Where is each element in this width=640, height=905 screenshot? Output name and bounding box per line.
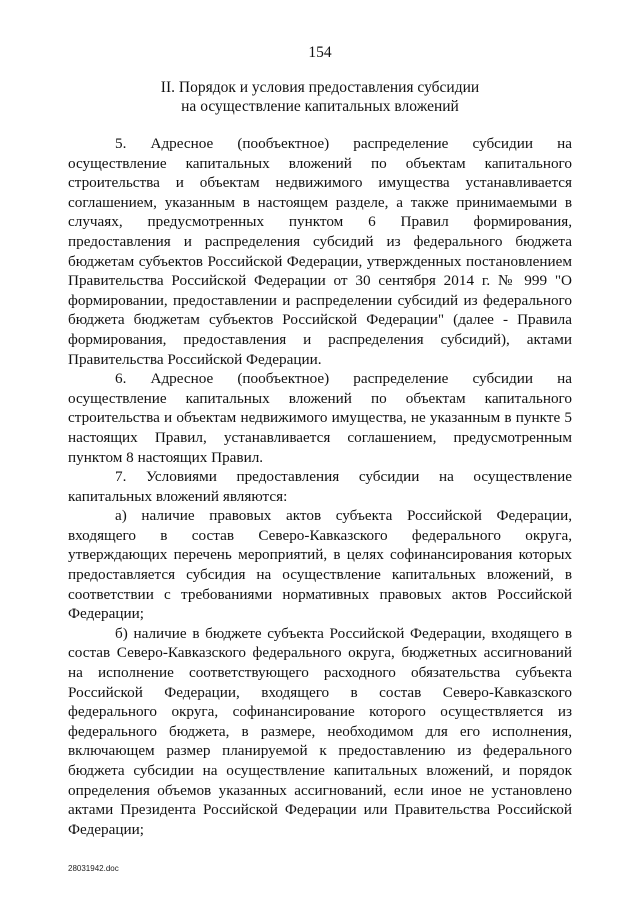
document-file-code: 28031942.doc: [68, 864, 119, 873]
section-title-line-2: на осуществление капитальных вложений: [181, 98, 459, 115]
paragraph-5: 5. Адресное (пообъектное) распределение субсидии на осуществление капитальных вложений по объектам капитального строительства и объектам недвижимого имущества устанавливается соглашением, указанным в настоящем разделе, а также принимаемыми в случаях, предусмотренных пунктом 6 Правил формирования, предоставления и распределения субсидий из федерального бюджета бюджетам субъектов Российской Федерации, утвержденных постановлением Правительства Российской Федерации от 30 сентября 2014 г. № 999 "О формировании, предоставлении и распределении субсидий из федерального бюджета бюджетам субъектов Российской Федерации" (далее - Правила формирования, предоставления и распределения субсидий), актами Правительства Российской Федерации.: [68, 135, 572, 368]
paragraph-6: 6. Адресное (пообъектное) распределение субсидии на осуществление капитальных вложений по объектам капитального строительства и объектам недвижимого имущества, не указанным в пункте 5 настоящих Правил, устанавливается соглашением, предусмотренным пунктом 8 настоящих Правил.: [68, 370, 572, 466]
section-title-line-1: II. Порядок и условия предоставления субсидии: [160, 79, 480, 96]
document-body: [68, 134, 572, 839]
section-title: [70, 78, 570, 116]
paragraph-7b: б) наличие в бюджете субъекта Российской Федерации, входящего в состав Северо-Кавказского федерального округа, бюджетных ассигнований на исполнение соответствующего расходного обязательства субъекта Российской Федерации, входящего в состав Северо-Кавказского федерального округа, софинансирование которого осуществляется из федерального бюджета, в размере, необходимом для его исполнения, включающем размер планируемой к предоставлению из федерального бюджета субсидии на осуществление капитальных вложений, и порядок определения объемов указанных ассигнований, если иное не установлено актами Президента Российской Федерации или Правительства Российской Федерации;: [68, 624, 572, 838]
paragraph-7: 7. Условиями предоставления субсидии на осуществление капитальных вложений являются:: [68, 468, 572, 505]
paragraph-7a: а) наличие правовых актов субъекта Российской Федерации, входящего в состав Северо-Кавказского федерального округа, утверждающих перечень мероприятий, в целях софинансирования которых предоставляется субсидия на осуществление капитальных вложений, в соответствии с требованиями нормативных правовых актов Российской Федерации;: [68, 507, 572, 623]
page-number: 154: [308, 44, 332, 61]
